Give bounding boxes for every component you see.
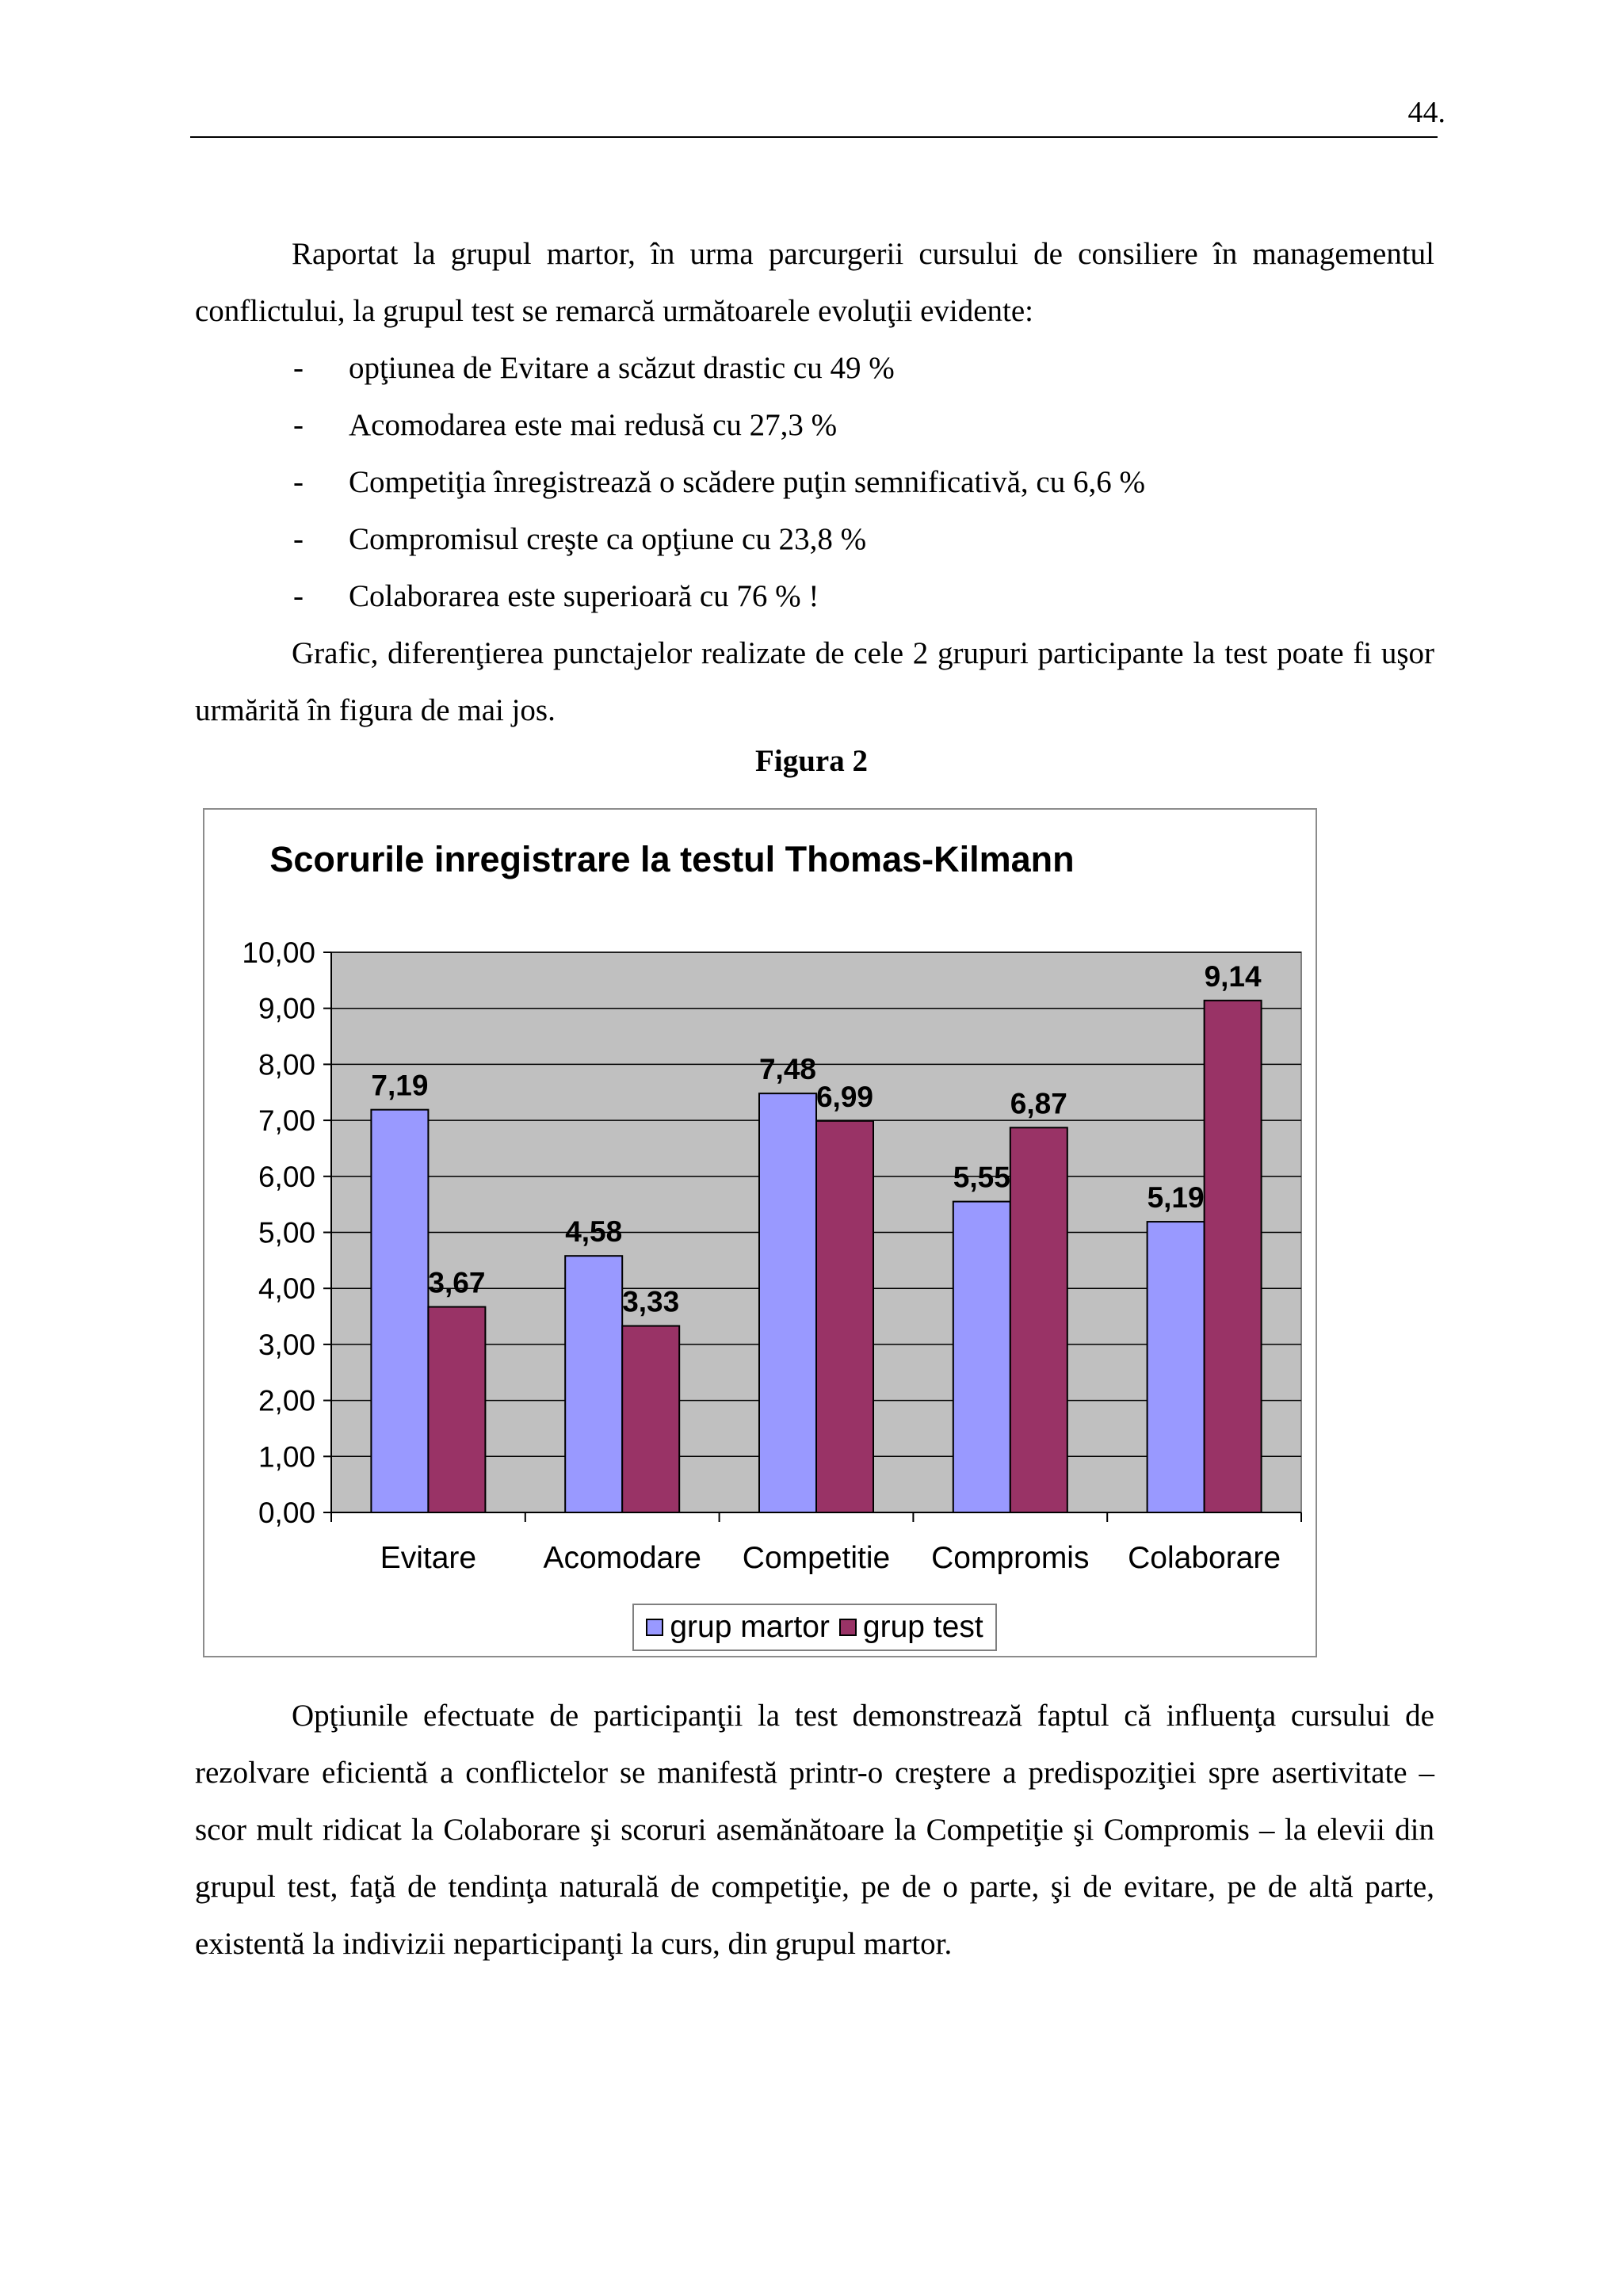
intro-paragraph: Raportat la grupul martor, în urma parcurgerii cursului de consiliere în managementul conflictului, la grupul test se remarcă următoarele evoluţii evidente: [195,237,1434,328]
bar-0 [759,1093,816,1512]
bullet-item [195,340,1434,397]
bullet-text: opţiunea de Evitare a scăzut drastic cu 49 % [349,351,895,385]
x-tick-label: Compromis [931,1541,1090,1575]
data-label: 6,99 [815,1080,874,1113]
data-label: 6,87 [1010,1087,1067,1120]
bar-0 [953,1202,1010,1512]
bar-1 [622,1326,679,1512]
bar-1 [816,1121,873,1512]
bullet-item [195,454,1434,511]
bullet-text: Colaborarea este superioară cu 76 % ! [349,579,819,613]
bullet-item [195,568,1434,625]
data-label: 7,19 [371,1069,429,1102]
bar-0 [371,1110,428,1512]
y-tick-label: 7,00 [258,1104,315,1138]
legend-item [646,1610,830,1645]
bullet-text: Compromisul creşte ca opţiune cu 23,8 % [349,522,867,556]
bar-1 [428,1307,485,1512]
bullet-marker: - [293,465,304,499]
chart-container [203,808,1317,1657]
y-tick-label: 10,00 [242,936,315,969]
y-tick-label: 9,00 [258,992,315,1025]
legend-swatch-test [839,1619,857,1636]
y-tick-label: 4,00 [258,1272,315,1306]
x-tick-label: Competitie [742,1541,891,1575]
header-rule [190,136,1438,138]
x-tick-label: Colaborare [1128,1541,1281,1575]
data-label: 7,48 [758,1053,817,1086]
y-tick-label: 1,00 [258,1440,315,1474]
bullet-item [195,511,1434,568]
upper-text-block [195,226,1434,739]
bullet-text: Competiţia înregistrează o scădere puţin semnificativă, cu 6,6 % [349,465,1145,499]
legend-swatch-martor [646,1619,663,1636]
data-label: 3,33 [622,1285,680,1318]
legend-label: grup test [862,1610,983,1644]
conclusion-paragraph: Opţiunile efectuate de participanţii la test demonstrează faptul că influenţa cursului de rezolvare eficientă a conflictelor se manifestă printr-o creştere a predispoziţiei spre asertivitate – scor mult ridicat la Colaborare şi scoruri asemănătoare la Competiţie şi Compromis – la elevii din grupul test, faţă de tendinţa naturală de competiţie, pe de o parte, şi de evitare, pe de altă parte, existentă la indivizii neparticipanţi la curs, din grupul martor. [195,1699,1434,1961]
bullet-text: Acomodarea este mai redusă cu 27,3 % [349,408,838,442]
bullet-list [195,340,1434,625]
graphic-paragraph: Grafic, diferenţierea punctajelor realizate de cele 2 grupuri participante la test poate fi uşor urmărită în figura de mai jos. [195,636,1434,727]
data-label: 3,67 [428,1266,486,1299]
bar-1 [1010,1127,1067,1512]
legend-label: grup martor [670,1610,830,1644]
legend-item [839,1610,983,1645]
y-tick-label: 8,00 [258,1048,315,1081]
bar-0 [565,1256,622,1512]
chart-legend [632,1604,997,1651]
data-label: 5,19 [1147,1181,1205,1215]
data-label: 9,14 [1204,959,1262,993]
page-number: 44. [1407,96,1445,129]
x-tick-label: Evitare [380,1541,477,1575]
data-label: 5,55 [953,1161,1010,1194]
bar-0 [1148,1222,1205,1512]
y-tick-label: 6,00 [258,1160,315,1193]
bullet-marker: - [293,408,304,442]
bar-chart [204,810,1316,1656]
lower-text-block [195,1688,1434,1973]
bullet-marker: - [293,351,304,385]
data-label: 4,58 [565,1215,623,1249]
x-tick-label: Acomodare [543,1541,701,1575]
chart-title: Scorurile inregistrare la testul Thomas-Kilmann [269,839,1075,879]
y-tick-label: 3,00 [258,1328,315,1361]
y-tick-label: 5,00 [258,1216,315,1249]
bullet-marker: - [293,579,304,613]
y-tick-label: 0,00 [258,1497,315,1529]
figure-caption: Figura 2 [755,744,868,778]
bullet-marker: - [293,522,304,556]
bar-1 [1205,1001,1262,1512]
bullet-item [195,397,1434,454]
y-tick-label: 2,00 [258,1384,315,1417]
